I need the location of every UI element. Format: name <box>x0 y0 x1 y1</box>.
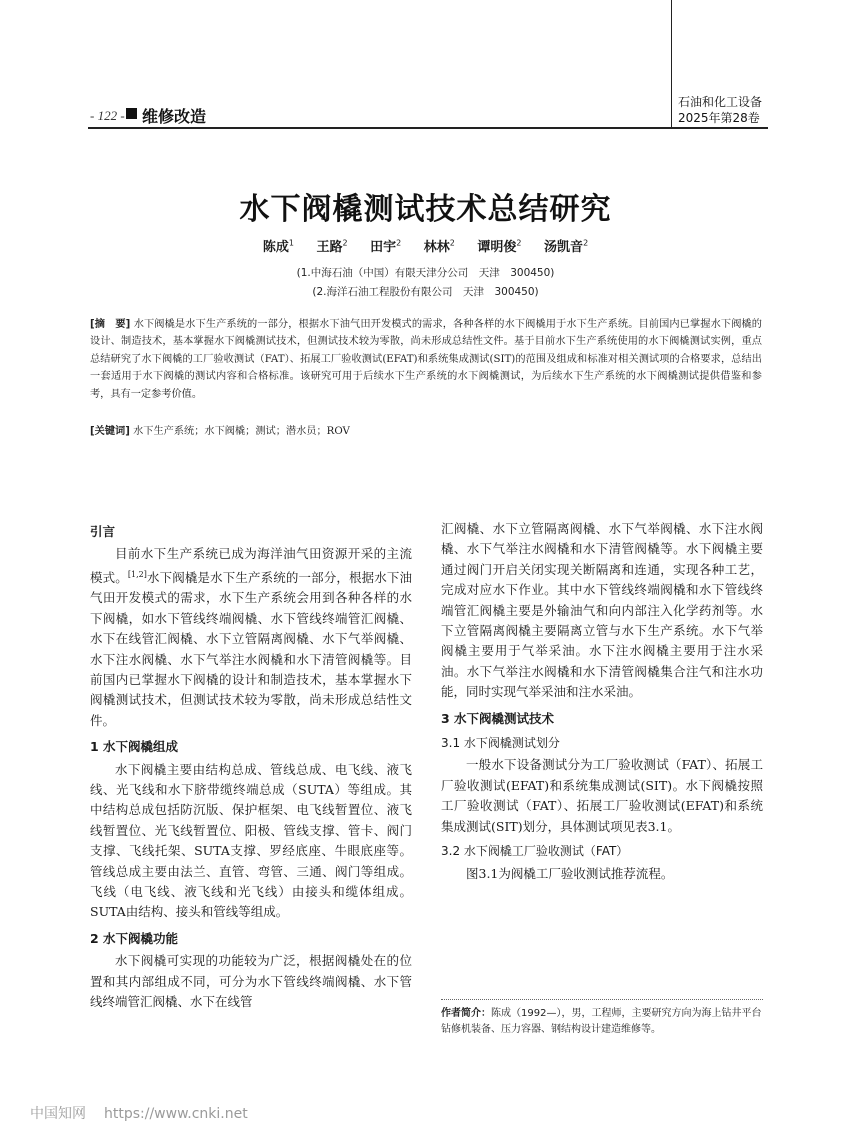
author-note <box>441 1006 763 1038</box>
section-square-icon <box>126 108 137 119</box>
article-title: 水下阀橇测试技术总结研究 <box>239 192 612 227</box>
author: 谭明俊$^2$ <box>477 238 522 255</box>
abstract-label: [摘 要] <box>90 319 131 330</box>
paragraph: 目前水下生产系统已成为海洋油气田资源开采的主流模式。[1,2]水下阀橇是水下生产系统的一部分，根据水下油气田开发模式的需求，水下生产系统会用到各种各样的水下阀橇，如水下管线终端阀橇、水下管线终端管汇阀橇、水下在线管汇阀橇、水下立管隔离阀橇、水下气举阀橇、水下注水阀橇、水下气举注水阀橇和水下清管阀橇等。目前国内已掌握水下阀橇的设计和制造技术，基本掌握水下阀橇测试技术，但测试技术较为零散，尚未形成总结性文件。 <box>90 546 412 728</box>
citation: [1,2] <box>127 569 147 579</box>
paragraph: 一般水下设备测试分为工厂验收测试（FAT）、拓展工厂验收测试(EFAT)和系统集成测试(SIT)。水下阀橇按照工厂验收测试（FAT）、拓展工厂验收测试(EFAT)和系统集成测试(SIT)划分，具体测试项见表3.1。 <box>441 757 763 834</box>
author: 陈成$^1$ <box>262 238 294 255</box>
footnote-rule <box>441 999 763 1000</box>
author: 林林$^2$ <box>423 238 455 255</box>
author: 王路$^2$ <box>316 238 348 255</box>
paragraph: 图3.1为阀橇工厂验收测试推荐流程。 <box>466 865 674 881</box>
journal-info <box>678 94 762 126</box>
header-horizontal-rule <box>88 127 768 129</box>
author: 汤凯音$^2$ <box>544 238 589 255</box>
paragraph: 水下阀橇可实现的功能较为广泛，根据阀橇处在的位置和其内部组成不同，可分为水下管线终端阀橇、水下管线终端管汇阀橇、水下在线管 <box>90 953 412 1010</box>
paragraph: 水下阀橇主要由结构总成、管线总成、电飞线、液飞线、光飞线和水下脐带缆终端总成（SUTA）等组成。其中结构总成包括防沉版、保护框架、电飞线暂置位、液飞线暂置位、光飞线暂置位、阳极、管线支撑、管卡、阀门支撑、飞线托架、SUTA支撑、罗经底座、牛眼底座等。管线总成主要由法兰、直管、弯管、三通、阀门等组成。飞线（电飞线、液飞线和光飞线）由接头和缆体组成。SUTA由结构、接头和管线等组成。 <box>90 761 412 920</box>
journal-issue: 2025年第28卷 <box>678 111 760 125</box>
affiliation-1: (1.中海石油（中国）有限天津分公司 天津 300450) <box>296 267 555 279</box>
heading-section-2: 2 水下阀橇功能 <box>90 930 179 946</box>
author-note-label: 作者简介： <box>441 1008 491 1019</box>
keywords-label: [关键词] <box>90 426 130 437</box>
header-vertical-rule <box>671 0 672 128</box>
right-column <box>441 519 763 884</box>
paragraph: 汇阀橇、水下立管隔离阀橇、水下气举阀橇、水下注水阀橇、水下气举注水阀橇和水下清管阀橇等。水下阀橇主要通过阀门开启关闭实现关断隔离和连通，实现各种工艺，完成对应水下作业。其中水下管线终端阀橇和水下管线终端管汇阀橇主要是外输油气和向内部注入化学药剂等。水下立管隔离阀橇主要隔离立管与水下生产系统。水下气举阀橇主要用于气举采油。水下注水阀橇主要用于注水采油。水下气举注水阀橇和水下清管阀橇集合注气和注水功能，同时实现气举采油和注水采油。 <box>441 521 763 700</box>
cnki-watermark <box>30 1103 248 1123</box>
heading-section-1: 1 水下阀橇组成 <box>90 739 179 755</box>
keywords-text: 水下生产系统；水下阀橇；测试；潜水员；ROV <box>133 426 350 437</box>
keywords <box>90 422 762 437</box>
author-note-text: 陈成（1992—），男，工程师，主要研究方向为海上钻井平台钻修机装备、压力容器、钢结构设计建造维修等。 <box>441 1008 762 1035</box>
abstract <box>90 316 762 403</box>
section-tag: 维修改造 <box>142 107 207 126</box>
abstract-text: 水下阀橇是水下生产系统的一部分，根据水下油气田开发模式的需求，各种各样的水下阀橇用于水下生产系统。目前国内已掌握水下阀橇的设计、制造技术，基本掌握水下阀橇测试技术，但测试技术较为零散，尚未形成总结性文件。基于目前水下生产系统使用的水下阀橇测试实例，重点总结研究了水下阀橇的工厂验收测试（FAT）、拓展工厂验收测试(EFAT)和系统集成测试(SIT)的范围及组成和标准对相关测试项的合格要求，总结出一套适用于水下阀橇的测试内容和合格标准。该研究可用于后续水下生产系统的水下阀橇测试，为后续水下生产系统的水下阀橇测试提供借鉴和参考，具有一定参考价值。 <box>90 319 762 400</box>
author: 田宇$^2$ <box>370 238 402 255</box>
watermark-url[interactable]: https://www.cnki.net <box>104 1106 248 1122</box>
heading-intro: 引言 <box>90 524 116 539</box>
journal-name: 石油和化工设备 <box>678 95 763 109</box>
watermark-site: 中国知网 <box>30 1106 86 1122</box>
affiliation-2: (2.海洋石油工程股份有限公司 天津 300450) <box>312 286 539 298</box>
author-list <box>0 236 851 255</box>
page-number: - 122 - <box>90 108 125 123</box>
heading-section-3-2: 3.2 水下阀橇工厂验收测试（FAT） <box>441 844 629 859</box>
heading-section-3: 3 水下阀橇测试技术 <box>441 710 555 726</box>
left-column <box>90 516 412 1013</box>
heading-section-3-1: 3.1 水下阀橇测试划分 <box>441 736 560 751</box>
